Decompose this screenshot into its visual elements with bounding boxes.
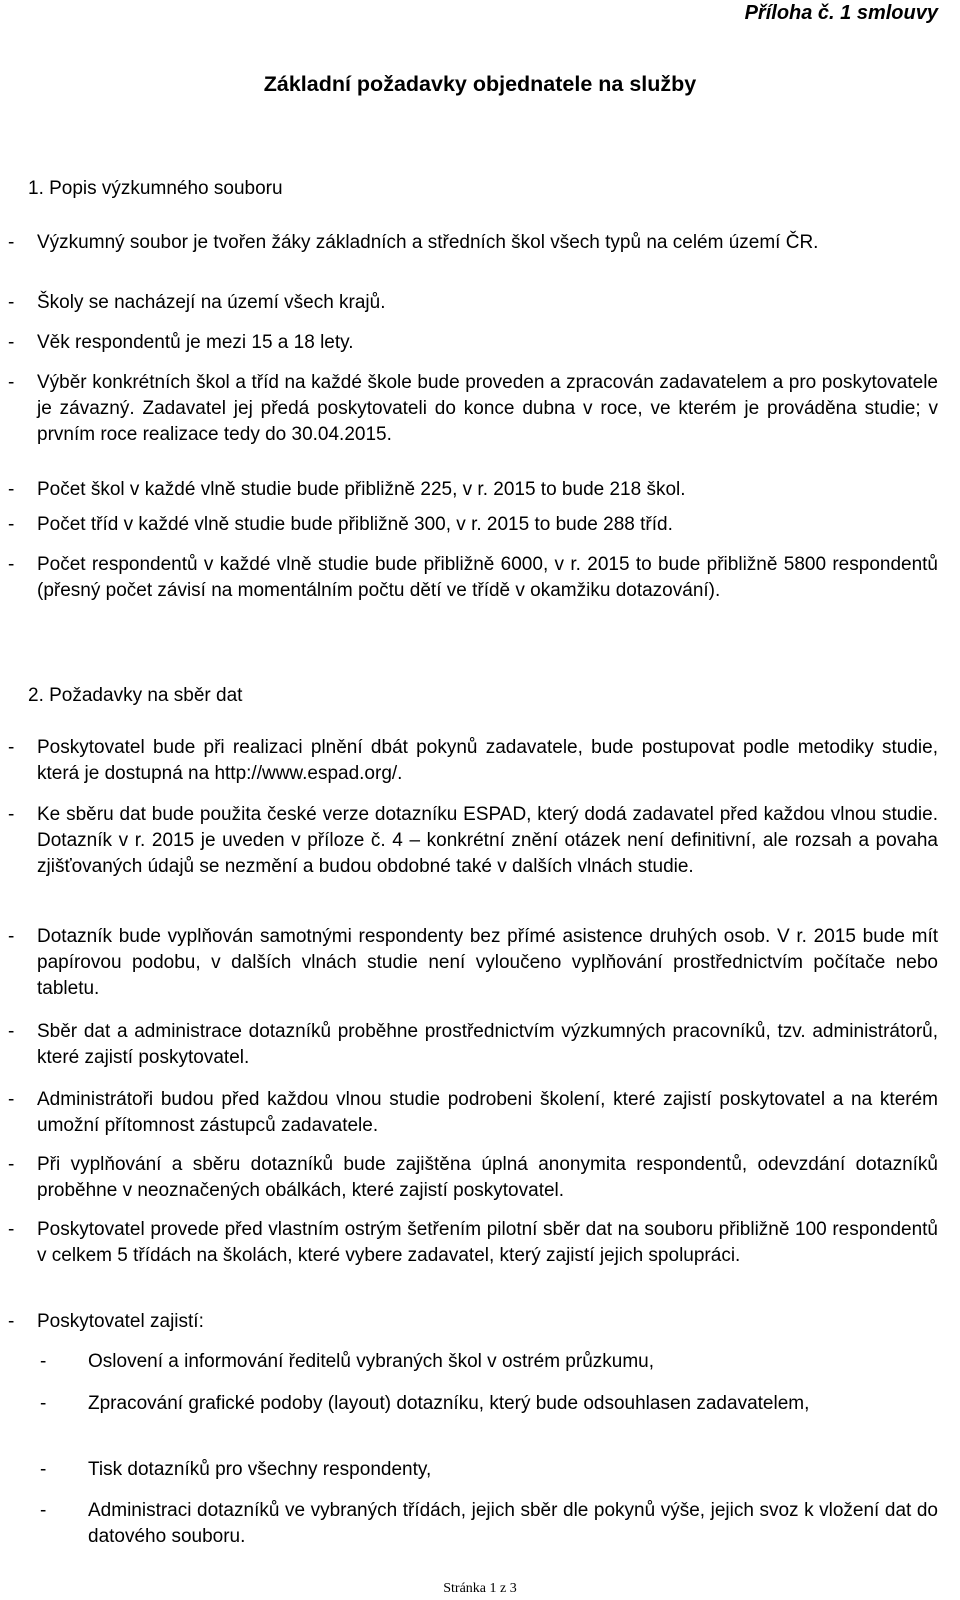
list-item <box>8 735 938 787</box>
list-item <box>8 1087 938 1139</box>
bullet-dash: - <box>8 1154 15 1175</box>
bullet-dash: - <box>8 332 15 353</box>
bullet-dash: - <box>8 479 15 500</box>
list-item-text: Výzkumný soubor je tvořen žáky základních a středních škol všech typů na celém území ČR. <box>37 232 819 253</box>
list-item-text: Sběr dat a administrace dotazníků proběhne prostřednictvím výzkumných pracovníků, tzv. administrátorů, které zajistí poskytovatel. <box>37 1021 938 1068</box>
bullet-dash: - <box>8 554 15 575</box>
list-item <box>8 477 938 503</box>
document-title: Základní požadavky objednatele na služby <box>263 72 697 96</box>
bullet-dash: - <box>8 1311 15 1332</box>
list-item-text: Poskytovatel provede před vlastním ostrým šetřením pilotní sběr dat na souboru přibližně 100 respondentů v celkem 5 třídách na školách, které vybere zadavatel, který zajistí jejich spolupráci. <box>37 1219 938 1266</box>
list-item <box>8 370 938 448</box>
list-item <box>8 290 938 316</box>
bullet-dash: - <box>8 737 15 758</box>
bullet-dash: - <box>40 1459 47 1480</box>
sub-list-item <box>40 1391 938 1417</box>
list-item <box>8 1217 938 1269</box>
list-item-text: Při vyplňování a sběru dotazníků bude zajištěna úplná anonymita respondentů, odevzdání dotazníků proběhne v neoznačených obálkách, které zajistí poskytovatel. <box>37 1154 938 1201</box>
list-item-text: Administrátoři budou před každou vlnou studie podrobeni školení, které zajistí poskytovatel a na kterém umožní přítomnost zástupců zadavatele. <box>37 1089 938 1136</box>
list-item <box>8 1152 938 1204</box>
sub-list-item-text: Oslovení a informování ředitelů vybraných škol v ostrém průzkumu, <box>88 1351 655 1372</box>
list-item-text: Počet tříd v každé vlně studie bude přibližně 300, v r. 2015 to bude 288 tříd. <box>37 514 673 535</box>
list-item-text: Věk respondentů je mezi 15 a 18 lety. <box>37 332 354 353</box>
bullet-dash: - <box>8 232 15 253</box>
bullet-dash: - <box>8 292 15 313</box>
page-number-footer: Stránka 1 z 3 <box>443 1581 517 1596</box>
bullet-dash: - <box>40 1351 47 1372</box>
list-item-text: Školy se nacházejí na území všech krajů. <box>37 292 386 313</box>
sub-list-item-text: Zpracování grafické podoby (layout) dotazníku, který bude odsouhlasen zadavatelem, <box>88 1393 810 1414</box>
list-item-text: Počet respondentů v každé vlně studie bude přibližně 6000, v r. 2015 to bude přibližně 5800 respondentů (přesný počet závisí na momentálním počtu dětí ve třídě v okamžiku dotazování). <box>37 554 938 601</box>
bullet-dash: - <box>40 1500 47 1521</box>
bullet-dash: - <box>40 1393 47 1414</box>
list-item-text: Poskytovatel bude při realizaci plnění dbát pokynů zadavatele, bude postupovat podle metodiky studie, která je dostupná na http://www.espad.org/. <box>37 737 938 784</box>
bullet-dash: - <box>8 804 15 825</box>
section-heading: 2. Požadavky na sběr dat <box>28 685 243 706</box>
list-item <box>8 230 938 256</box>
sub-list-item <box>40 1457 938 1483</box>
list-item <box>8 330 938 356</box>
list-item <box>8 552 938 604</box>
sub-list-item-text: Tisk dotazníků pro všechny respondenty, <box>88 1459 432 1480</box>
sub-list-item-text: Administraci dotazníků ve vybraných třídách, jejich sběr dle pokynů výše, jejich svoz k vložení dat do datového souboru. <box>88 1500 938 1547</box>
bullet-dash: - <box>8 372 15 393</box>
bullet-dash: - <box>8 1089 15 1110</box>
bullet-dash: - <box>8 1021 15 1042</box>
list-item <box>8 512 938 538</box>
bullet-dash: - <box>8 1219 15 1240</box>
list-item-text: Výběr konkrétních škol a tříd na každé škole bude proveden a zpracován zadavatelem a pro poskytovatele je závazný. Zadavatel jej předá poskytovateli do konce dubna v roce, ve kterém je prováděna studie; v prvním roce realizace tedy do 30.04.2015. <box>37 372 938 445</box>
list-item <box>8 1019 938 1071</box>
list-item <box>8 1309 938 1335</box>
sub-list-item <box>40 1498 938 1550</box>
list-item-text: Ke sběru dat bude použita české verze dotazníku ESPAD, který dodá zadavatel před každou vlnou studie. Dotazník v r. 2015 je uveden v příloze č. 4 – konkrétní znění otázek není definitivní, ale rozsah a povaha zjišťovaných údajů se nezmění a budou obdobné také v dalších vlnách studie. <box>37 804 938 877</box>
list-item-text: Poskytovatel zajistí: <box>37 1311 204 1332</box>
list-item-text: Dotazník bude vyplňován samotnými respondenty bez přímé asistence druhých osob. V r. 2015 bude mít papírovou podobu, v dalších vlnách studie není vyloučeno vyplňování prostřednictvím počítače nebo tabletu. <box>37 926 938 999</box>
bullet-dash: - <box>8 926 15 947</box>
annex-label: Příloha č. 1 smlouvy <box>744 2 938 24</box>
sub-list-item <box>40 1349 938 1375</box>
bullet-dash: - <box>8 514 15 535</box>
section-heading: 1. Popis výzkumného souboru <box>28 178 283 199</box>
list-item <box>8 802 938 880</box>
list-item-text: Počet škol v každé vlně studie bude přibližně 225, v r. 2015 to bude 218 škol. <box>37 479 686 500</box>
list-item <box>8 924 938 1002</box>
